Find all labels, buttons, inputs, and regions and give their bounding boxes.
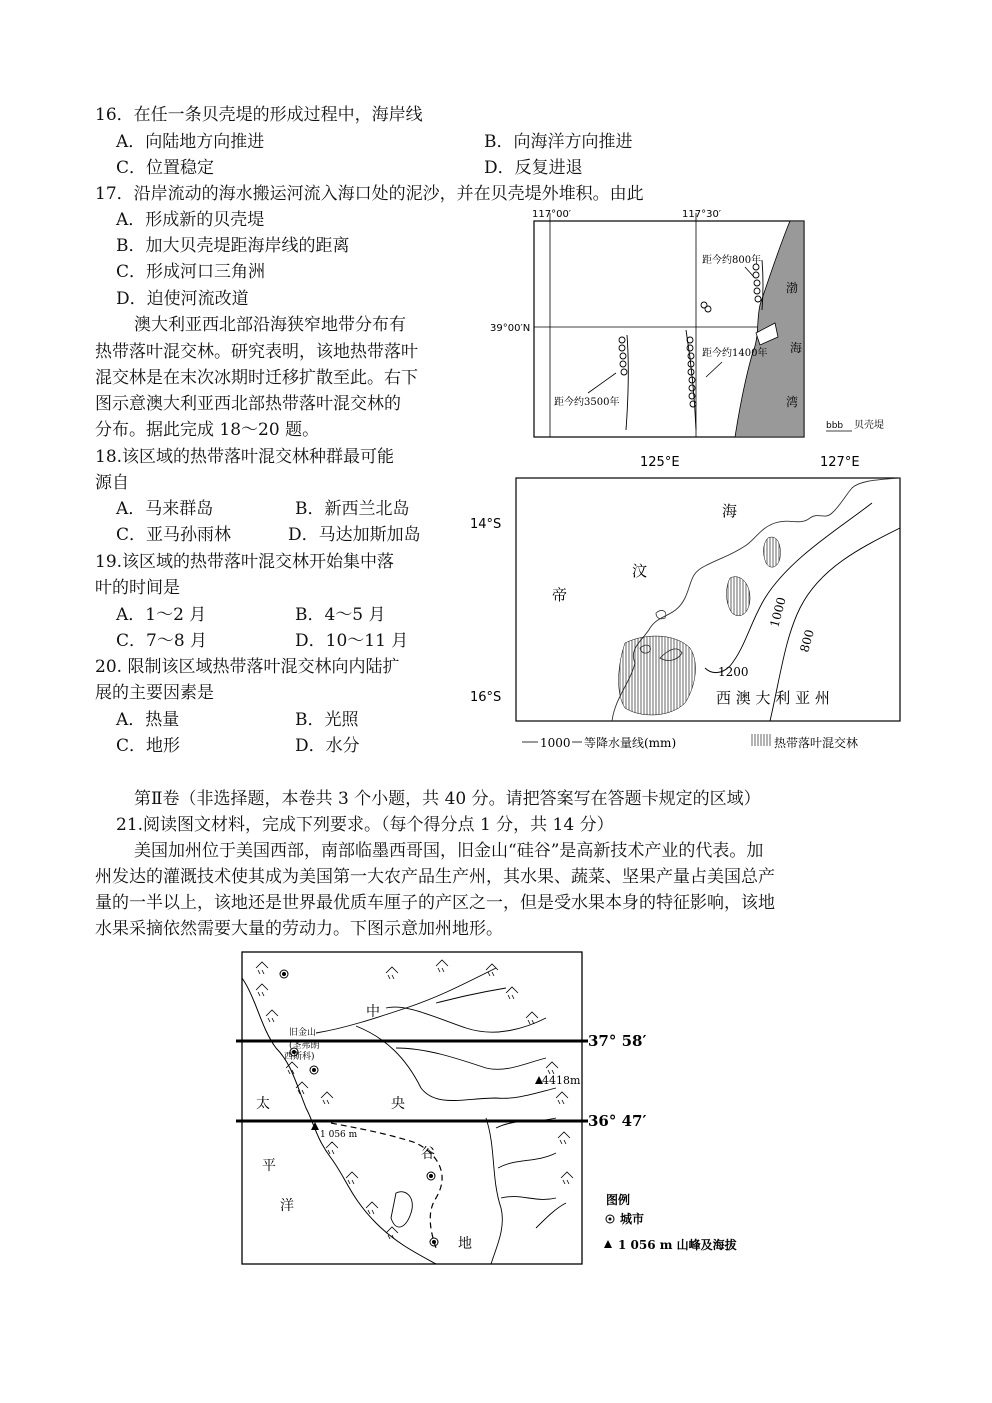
ocean-label-yang: 洋 bbox=[280, 1198, 294, 1214]
bohai-shell-ridge-map bbox=[490, 205, 910, 440]
shell-ridge-3500 bbox=[619, 335, 628, 430]
shell-ridge-1400 bbox=[686, 302, 711, 430]
lon-label-117-30: 117°30′ bbox=[682, 209, 722, 220]
sea-label-di: 帝 bbox=[552, 586, 568, 604]
label-3500-years: 距今约3500年 bbox=[554, 397, 620, 408]
legend-title: 图例 bbox=[606, 1193, 631, 1207]
intro-line-2: 热带落叶混交林。研究表明，该地热带落叶 bbox=[95, 342, 418, 362]
city-sf-label: 旧金山 bbox=[289, 1028, 317, 1038]
forest-patch-middle bbox=[726, 577, 750, 616]
legend-city-label: 城市 bbox=[620, 1212, 645, 1226]
q20-option-a: A．热量 bbox=[116, 710, 180, 730]
intro-line-1: 澳大利亚西北部沿海狭窄地带分布有 bbox=[134, 315, 406, 335]
valley-label-yang: 央 bbox=[391, 1096, 405, 1112]
q20-option-b: B．光照 bbox=[295, 710, 359, 730]
q19-option-b: B．4～5 月 bbox=[295, 605, 386, 625]
legend-iso-label: 等降水量线(mm) bbox=[584, 736, 677, 750]
australia-forest-map bbox=[460, 448, 920, 758]
q16-stem: 16．在任一条贝壳堤的形成过程中，海岸线 bbox=[95, 105, 423, 125]
lat-label-37-58: 37° 58′ bbox=[588, 1032, 647, 1050]
label-800-years: 距今约800年 bbox=[702, 255, 762, 266]
iso-label-1000: 1000 bbox=[767, 595, 789, 629]
ocean-label-ping: 平 bbox=[262, 1158, 276, 1174]
sea-label-wan: 湾 bbox=[786, 395, 799, 409]
california-terrain-map bbox=[236, 948, 756, 1268]
legend-forest-swatch bbox=[750, 734, 772, 746]
q16-option-c: C．位置稳定 bbox=[116, 158, 215, 178]
sea-label-hai: 海 bbox=[790, 341, 803, 355]
lon-label-117-00: 117°00′ bbox=[532, 209, 572, 220]
q19-option-c: C．7～8 月 bbox=[116, 631, 208, 651]
peak-4418-label: 4418m bbox=[542, 1074, 581, 1087]
valley-label-zhong: 中 bbox=[366, 1004, 380, 1020]
forest-patch-south bbox=[619, 636, 696, 715]
lat-label-39-00: 39°00′N bbox=[490, 323, 531, 334]
region-label-wa: 西 澳 大 利 亚 州 bbox=[716, 689, 830, 707]
q18-stem-2: 源自 bbox=[95, 473, 129, 493]
sea-label-hai: 海 bbox=[722, 502, 738, 520]
q17-option-b: B．加大贝壳堤距海岸线的距离 bbox=[116, 236, 350, 256]
q21-text-4: 水果采摘依然需要大量的劳动力。下图示意加州地形。 bbox=[95, 919, 503, 939]
q21-text-1: 美国加州位于美国西部，南部临墨西哥国，旧金山“硅谷”是高新技术产业的代表。加 bbox=[134, 841, 764, 861]
iso-label-1200: 1200 bbox=[718, 665, 749, 679]
valley-label-gu: 谷 bbox=[421, 1146, 435, 1162]
rivers bbox=[316, 968, 566, 1264]
legend-shell-symbol: bbb bbox=[826, 421, 844, 431]
sea-label-wen: 汶 bbox=[632, 562, 648, 580]
q18-option-c: C．亚马孙雨林 bbox=[116, 525, 232, 545]
legend-iso-number: 1000 bbox=[540, 736, 571, 750]
q20-stem-1: 20. 限制该区域热带落叶混交林向内陆扩 bbox=[95, 657, 400, 677]
q18-option-d: D．马达加斯加岛 bbox=[288, 525, 421, 545]
intro-line-3: 混交林是在末次冰期时迁移扩散至此。右下 bbox=[95, 368, 418, 388]
q18-option-a: A．马来群岛 bbox=[116, 499, 214, 519]
q21-title: 21.阅读图文材料，完成下列要求。（每个得分点 1 分，共 14 分） bbox=[116, 815, 614, 835]
q16-option-d: D．反复进退 bbox=[484, 158, 583, 178]
q21-text-2: 州发达的灌溉技术使其成为美国第一大农产品生产州，其水果、蔬菜、坚果产量占美国总产 bbox=[95, 867, 775, 887]
q19-option-a: A．1～2 月 bbox=[116, 605, 207, 625]
q19-stem-1: 19.该区域的热带落叶混交林开始集中落 bbox=[95, 552, 395, 572]
legend-forest-label: 热带落叶混交林 bbox=[774, 736, 859, 750]
legend-shell-label: 贝壳堤 bbox=[854, 420, 884, 431]
sea-label-bo: 渤 bbox=[786, 281, 799, 295]
lon-label-127e: 127°E bbox=[820, 455, 860, 470]
city-sf-sub-1: (圣弗朗 bbox=[289, 1041, 320, 1051]
q18-option-b: B．新西兰北岛 bbox=[295, 499, 410, 519]
lat-label-36-47: 36° 47′ bbox=[588, 1112, 647, 1130]
q17-option-d: D．迫使河流改道 bbox=[116, 289, 249, 309]
q21-text-3: 量的一半以上，该地还是世界最优质车厘子的产区之一，但是受水果本身的特征影响，该地 bbox=[95, 893, 775, 913]
section2-header: 第Ⅱ卷（非选择题，本卷共 3 个小题，共 40 分。请把答案写在答题卡规定的区域） bbox=[134, 789, 761, 809]
intro-line-5: 分布。据此完成 18～20 题。 bbox=[95, 420, 320, 440]
q17-stem: 17．沿岸流动的海水搬运河流入海口处的泥沙，并在贝壳堤外堆积。由此 bbox=[95, 184, 644, 204]
q17-option-a: A．形成新的贝壳堤 bbox=[116, 210, 265, 230]
q20-option-c: C．地形 bbox=[116, 736, 181, 756]
q19-stem-2: 叶的时间是 bbox=[95, 578, 180, 598]
lat-label-14s: 14°S bbox=[470, 517, 502, 532]
label-1400-years: 距今约1400年 bbox=[702, 348, 768, 359]
valley-label-di: 地 bbox=[458, 1236, 472, 1252]
intro-line-4: 图示意澳大利亚西北部热带落叶混交林的 bbox=[95, 394, 401, 414]
ocean-label-tai: 太 bbox=[256, 1096, 270, 1112]
iso-label-800: 800 bbox=[797, 628, 817, 654]
q20-stem-2: 展的主要因素是 bbox=[95, 683, 214, 703]
q16-option-b: B．向海洋方向推进 bbox=[484, 132, 633, 152]
lon-label-125e: 125°E bbox=[640, 455, 680, 470]
city-symbols bbox=[280, 970, 438, 1246]
q17-option-c: C．形成河口三角洲 bbox=[116, 262, 266, 282]
legend-peak-label: 1 056 m 山峰及海拔 bbox=[618, 1238, 737, 1252]
forest-patch-north bbox=[764, 537, 781, 567]
legend-peak-icon bbox=[604, 1240, 612, 1248]
lat-label-16s: 16°S bbox=[470, 690, 502, 705]
q16-option-a: A．向陆地方向推进 bbox=[116, 132, 265, 152]
city-sf-sub-2: 西斯科) bbox=[284, 1052, 315, 1062]
q20-option-d: D．水分 bbox=[295, 736, 360, 756]
q19-option-d: D．10～11 月 bbox=[295, 631, 409, 651]
q18-stem-1: 18.该区域的热带落叶混交林种群最可能 bbox=[95, 447, 395, 467]
peak-1056-label: 1 056 m bbox=[320, 1130, 358, 1140]
